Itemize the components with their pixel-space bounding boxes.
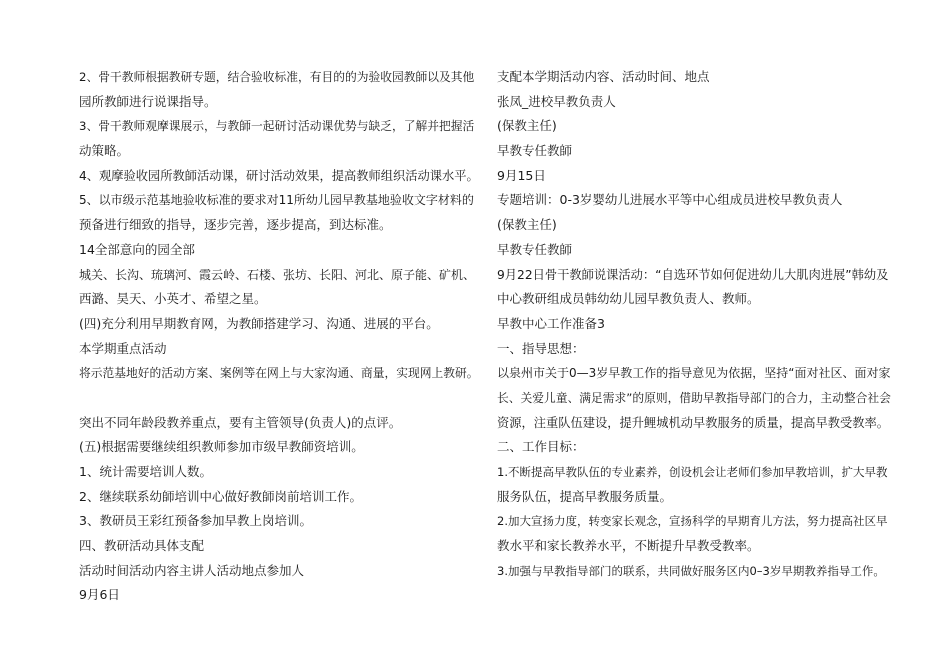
right-text-line: 中心教研组成员韩幼幼儿园早教负责人、教师。 <box>497 291 760 307</box>
left-text-line: 本学期重点活动 <box>79 340 167 356</box>
left-text-line: 动策略。 <box>79 143 130 159</box>
right-text-line: 支配本学期活动内容、活动时间、地点 <box>497 69 710 84</box>
right-text-line: 服务队伍，提高早教服务质量。 <box>497 488 673 504</box>
left-text-line: 9月6日 <box>79 587 120 603</box>
right-text-line: 9月22日骨干教師说课活动：“自选环节如何促进幼儿大肌肉进展”韩幼及 <box>497 267 889 282</box>
left-text-line: 突出不同年龄段教养重点，要有主管领导(负责人)的点评。 <box>79 414 402 430</box>
right-text-line: 一、指导思想： <box>497 340 585 356</box>
left-text-column <box>79 65 479 608</box>
left-text-line: 3、骨干教师观摩课展示，与教師一起研讨活动课优势与缺乏，了解并把握活 <box>79 119 475 134</box>
left-text-line: 四、教研活动具体支配 <box>79 538 205 554</box>
left-text-line: 城关、长沟、琉璃河、霞云岭、石楼、张坊、长阳、河北、原子能、矿机、 <box>79 267 476 282</box>
right-text-line: 3.加强与早教指导部门的联系，共同做好服务区内0–3岁早期教养指导工作。 <box>497 563 885 578</box>
right-text-line: 早教专任教師 <box>497 143 573 159</box>
left-blank-line <box>79 386 479 411</box>
right-text-line: 早教中心工作准备3 <box>497 315 605 331</box>
left-text-line: 5、以市级示范基地验收标准的要求对11所幼儿园早教基地验收文字材料的 <box>79 193 474 208</box>
right-text-line: 以泉州市关于0—3岁早教工作的指导意见为依据，坚持“面对社区、面对家 <box>497 366 891 381</box>
right-text-line: 专题培训：0-3岁婴幼儿进展水平等中心组成员进校早教负责人 <box>497 192 843 208</box>
left-text-line: 2、继续联系幼師培训中心做好教師岗前培训工作。 <box>79 488 362 504</box>
left-text-line: 2、骨干教师根据教研专题，结合验收标准，有目的的为验收园教師以及其他 <box>79 70 475 84</box>
right-text-line: 1.不断提高早教队伍的专业素养，创设机会让老师们参加早教培训，扩大早教 <box>497 465 888 479</box>
right-text-line: 2.加大宣扬力度，转变家长观念，宣扬科学的早期育儿方法，努力提高社区早 <box>497 514 888 529</box>
left-text-line: 14全部意向的园全部 <box>79 241 195 257</box>
right-text-line: 二、工作目标： <box>497 439 585 455</box>
left-text-line: 将示范基地好的活动方案、案例等在网上与大家沟通、商量，实现网上教研。 <box>79 366 479 381</box>
left-text-line: 活动时间活动内容主讲人活动地点参加人 <box>79 562 305 578</box>
left-text-line: 4、观摩验收园所教師活动课，研讨活动效果，提高教师组织活动课水平。 <box>79 168 479 183</box>
left-text-line: 园所教師进行说课指导。 <box>79 93 217 109</box>
right-text-line: 教水平和家长教养水平，不断提升早教受教率。 <box>497 538 760 554</box>
right-text-line: 张凤_进校早教负责人 <box>497 93 616 109</box>
right-text-line: 长、关爱儿童、满足需求”的原则，借助早教指导部门的合力，主动整合社会 <box>497 390 891 405</box>
left-text-line: (四)充分利用早期教育网，为教師搭建学习、沟通、进展的平台。 <box>79 315 439 331</box>
right-text-line: 资源，注重队伍建设，提升鲤城机动早教服务的质量，提高早教受教率。 <box>497 415 889 430</box>
left-text-line: (五)根据需要继续组织教师参加市级早教師资培训。 <box>79 439 364 455</box>
left-text-line: 1、统计需要培训人数。 <box>79 464 212 479</box>
right-text-line: (保教主任) <box>497 217 557 233</box>
right-text-line: (保教主任) <box>497 118 557 134</box>
left-text-line: 预备进行细致的指导，逐步完善，逐步提高，到达标准。 <box>79 217 392 233</box>
right-text-line: 早教专任教師 <box>497 241 573 257</box>
left-text-line: 西潞、昊天、小英才、希望之星。 <box>79 291 267 307</box>
left-text-line: 3、教研员王彩红预备参加早教上岗培训。 <box>79 513 312 529</box>
right-text-line: 9月15日 <box>497 167 546 183</box>
right-text-column <box>497 65 892 583</box>
